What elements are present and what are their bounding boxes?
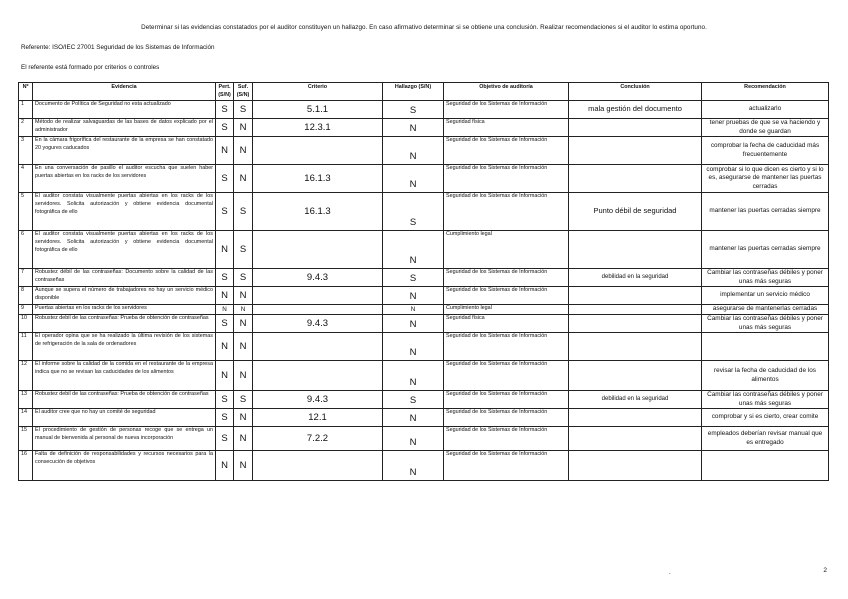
header-objetivo: Objetivo de auditoría	[444, 83, 569, 101]
conclusion-cell	[569, 119, 702, 137]
pertinence-cell: S	[216, 427, 234, 451]
sufficiency-cell: N	[234, 305, 253, 315]
pertinence-cell: S	[216, 119, 234, 137]
referente-line: Referente: ISO/IEC 27001 Seguridad de los Sistemas de Información	[21, 44, 215, 51]
recommendation-cell: Cambiar las contraseñas débiles y poner unas más seguras	[702, 269, 829, 287]
finding-cell: N	[383, 427, 444, 451]
pertinence-cell: N	[216, 361, 234, 391]
sufficiency-cell: N	[234, 287, 253, 305]
conclusion-cell	[569, 333, 702, 361]
pertinence-cell: N	[216, 287, 234, 305]
recommendation-cell: implementar un servicio médico	[702, 287, 829, 305]
table-row	[19, 409, 829, 427]
recommendation-cell: asegurarse de mantenerlas cerradas	[702, 305, 829, 315]
evidence-cell: El auditor cree que no hay un comité de seguridad	[33, 409, 216, 427]
recommendation-cell: actualizarlo	[702, 101, 829, 119]
finding-cell: N	[383, 165, 444, 193]
table-row	[19, 305, 829, 315]
sufficiency-cell: N	[234, 409, 253, 427]
criterion-cell	[253, 231, 383, 269]
row-number: 4	[19, 165, 33, 193]
row-number: 8	[19, 287, 33, 305]
objective-cell: Cumplimiento legal	[444, 305, 569, 315]
finding-cell: N	[383, 451, 444, 481]
pertinence-cell: N	[216, 137, 234, 165]
criterion-cell: 7.2.2	[253, 427, 383, 451]
sufficiency-cell: N	[234, 427, 253, 451]
evidence-cell: Documento de Política de Seguridad no esta actualizado	[33, 101, 216, 119]
pertinence-cell: S	[216, 165, 234, 193]
row-number: 5	[19, 193, 33, 231]
conclusion-cell	[569, 287, 702, 305]
row-number: 9	[19, 305, 33, 315]
criterion-cell	[253, 305, 383, 315]
recommendation-cell: tener pruebas de que se va haciendo y donde se guardan	[702, 119, 829, 137]
row-number: 11	[19, 333, 33, 361]
sufficiency-cell: S	[234, 231, 253, 269]
row-number: 13	[19, 391, 33, 409]
finding-cell: N	[383, 361, 444, 391]
evidence-cell: El operador opina que se ha realizado la última revisión de los sistemas de refrigeración de la sala de ordenadores	[33, 333, 216, 361]
table-row	[19, 193, 829, 231]
criterion-cell: 16.1.3	[253, 165, 383, 193]
objective-cell: Seguridad de los Sistemas de Información	[444, 165, 569, 193]
table-row	[19, 231, 829, 269]
sufficiency-cell: S	[234, 193, 253, 231]
table-row	[19, 137, 829, 165]
recommendation-cell: comprobar y si es cierto, crear comite	[702, 409, 829, 427]
pertinence-cell: S	[216, 193, 234, 231]
conclusion-cell	[569, 361, 702, 391]
evidence-cell: Robustez debil de las contraseñas: Prueba de obtención de contraseñas	[33, 391, 216, 409]
pertinence-cell: S	[216, 391, 234, 409]
objective-cell: Seguridad de los Sistemas de Información	[444, 391, 569, 409]
recommendation-cell: empleados deberían revisar manual que es entregado	[702, 427, 829, 451]
row-number: 14	[19, 409, 33, 427]
objective-cell: Seguridad de los Sistemas de Información	[444, 269, 569, 287]
conclusion-cell: debilidad en la seguridad	[569, 269, 702, 287]
pertinence-cell: S	[216, 269, 234, 287]
objective-cell: Seguridad física	[444, 315, 569, 333]
sufficiency-cell: N	[234, 451, 253, 481]
criterion-cell: 9.4.3	[253, 391, 383, 409]
pertinence-cell: S	[216, 315, 234, 333]
evidence-cell: El procedimiento de gestión de personas recoge que se entrega un manual de bienvenida al personal de nueva incorporación	[33, 427, 216, 451]
criterion-cell: 12.1	[253, 409, 383, 427]
criterion-cell: 9.4.3	[253, 269, 383, 287]
conclusion-cell: Punto débil de seguridad	[569, 193, 702, 231]
objective-cell: Seguridad de los Sistemas de Información	[444, 101, 569, 119]
objective-cell: Seguridad de los Sistemas de Información	[444, 451, 569, 481]
recommendation-cell	[702, 451, 829, 481]
finding-cell: N	[383, 409, 444, 427]
table-row	[19, 361, 829, 391]
conclusion-cell	[569, 427, 702, 451]
conclusion-cell: mala gestión del documento	[569, 101, 702, 119]
pertinence-cell: N	[216, 231, 234, 269]
pertinence-cell: S	[216, 101, 234, 119]
header-criterio: Criterio	[253, 83, 383, 101]
page-number: 2	[823, 567, 827, 574]
recommendation-cell	[702, 333, 829, 361]
conclusion-cell: debilidad en la seguridad	[569, 391, 702, 409]
criterion-cell	[253, 287, 383, 305]
header-conclusion: Conclusión	[569, 83, 702, 101]
pertinence-cell: N	[216, 333, 234, 361]
conclusion-cell	[569, 315, 702, 333]
conclusion-cell	[569, 409, 702, 427]
criterion-cell	[253, 137, 383, 165]
sufficiency-cell: N	[234, 119, 253, 137]
row-number: 6	[19, 231, 33, 269]
evidence-cell: Robustez debil de las contraseñas: Prueba de obtención de contraseñas	[33, 315, 216, 333]
criterion-cell	[253, 333, 383, 361]
conclusion-cell	[569, 305, 702, 315]
recommendation-cell: comprobar si lo que dicen es cierto y si lo es, asegurarse de mantener las puertas cerradas	[702, 165, 829, 193]
table-row	[19, 119, 829, 137]
row-number: 16	[19, 451, 33, 481]
header-recomendacion: Recomendación	[702, 83, 829, 101]
objective-cell: Seguridad de los Sistemas de Información	[444, 361, 569, 391]
finding-cell: N	[383, 305, 444, 315]
criterion-cell: 5.1.1	[253, 101, 383, 119]
finding-cell: N	[383, 231, 444, 269]
finding-cell: S	[383, 391, 444, 409]
row-number: 15	[19, 427, 33, 451]
evidence-cell: El informe sobre la calidad de la comida en el restaurante de la empresa indica que no se revisan las caducidades de los alimentos	[33, 361, 216, 391]
table-row	[19, 333, 829, 361]
criterion-cell	[253, 451, 383, 481]
sufficiency-cell: N	[234, 361, 253, 391]
table-row	[19, 269, 829, 287]
evidence-cell: El auditor constata visualmente puertas abiertas en los racks de los servidores. Solicita autorización y obtiene evidencia documental fotográfica de ello	[33, 193, 216, 231]
header-suf: Suf. (S/N)	[234, 83, 253, 101]
footer-mark: .	[669, 570, 671, 576]
finding-cell: N	[383, 315, 444, 333]
finding-cell: S	[383, 193, 444, 231]
pertinence-cell: N	[216, 451, 234, 481]
conclusion-cell	[569, 137, 702, 165]
finding-cell: S	[383, 269, 444, 287]
objective-cell: Seguridad de los Sistemas de Información	[444, 409, 569, 427]
table-row	[19, 427, 829, 451]
objective-cell: Seguridad de los Sistemas de Información	[444, 137, 569, 165]
row-number: 7	[19, 269, 33, 287]
row-number: 10	[19, 315, 33, 333]
header-num: Nº	[19, 83, 33, 101]
pertinence-cell: S	[216, 409, 234, 427]
evidence-cell: En la cámara frigorífica del restaurante de la empresa se han constatado 20 yogures caducados	[33, 137, 216, 165]
recommendation-cell: mantener las puertas cerradas siempre	[702, 231, 829, 269]
recommendation-cell: comprobar la fecha de caducidad más frecuentemente	[702, 137, 829, 165]
recommendation-cell: mantener las puertas cerradas siempre	[702, 193, 829, 231]
referente-description: El referente está formado por criterios o controles	[21, 64, 160, 71]
objective-cell: Seguridad física	[444, 119, 569, 137]
objective-cell: Seguridad de los Sistemas de Información	[444, 287, 569, 305]
sufficiency-cell: N	[234, 165, 253, 193]
conclusion-cell	[569, 165, 702, 193]
table-row	[19, 287, 829, 305]
sufficiency-cell: S	[234, 391, 253, 409]
sufficiency-cell: S	[234, 101, 253, 119]
criterion-cell: 12.3.1	[253, 119, 383, 137]
pertinence-cell: N	[216, 305, 234, 315]
finding-cell: N	[383, 137, 444, 165]
finding-cell: N	[383, 287, 444, 305]
row-number: 1	[19, 101, 33, 119]
instructions-text: Determinar si las evidencias constatados por el auditor constituyen un hallazgo. En caso afirmativo determinar si se obtiene una conclusión. Realizar recomendaciones si el auditor lo estima oportuno.	[141, 24, 707, 31]
header-evidencia: Evidencia	[33, 83, 216, 101]
evidence-cell: Robustez débil de las contraseñas: Documento sobre la calidad de las contraseñas	[33, 269, 216, 287]
sufficiency-cell: N	[234, 333, 253, 361]
objective-cell: Seguridad de los Sistemas de Información	[444, 427, 569, 451]
finding-cell: N	[383, 333, 444, 361]
table-row	[19, 451, 829, 481]
evidence-cell: Aunque se supera el número de trabajadores no hay un servicio médico disponible	[33, 287, 216, 305]
conclusion-cell	[569, 451, 702, 481]
sufficiency-cell: S	[234, 269, 253, 287]
recommendation-cell: Cambiar las contraseñas débiles y poner unas más seguras	[702, 391, 829, 409]
row-number: 2	[19, 119, 33, 137]
header-pert: Pert. (S/N)	[216, 83, 234, 101]
header-hallazgo: Hallazgo (S/N)	[383, 83, 444, 101]
finding-cell: N	[383, 119, 444, 137]
objective-cell: Cumplimiento legal	[444, 231, 569, 269]
evidence-cell: El auditor constata visualmente puertas abiertas en los racks de los servidores. Solicita autorización y obtiene evidencia documental fotográfica de ello	[33, 231, 216, 269]
row-number: 3	[19, 137, 33, 165]
table-row	[19, 315, 829, 333]
objective-cell: Seguridad de los Sistemas de Información	[444, 333, 569, 361]
recommendation-cell: Cambiar las contraseñas débiles y poner unas más seguras	[702, 315, 829, 333]
audit-evidence-table	[18, 82, 829, 481]
evidence-cell: Método de realizar salvaguardas de las bases de datos explicado por el administrador	[33, 119, 216, 137]
sufficiency-cell: N	[234, 315, 253, 333]
sufficiency-cell: N	[234, 137, 253, 165]
table-row	[19, 391, 829, 409]
evidence-cell: Puertas abiertas en los racks de los servidores	[33, 305, 216, 315]
evidence-cell: Falta de definición de responsabilidades y recursos necesarios para la consecución de objetivos	[33, 451, 216, 481]
table-header-row	[19, 83, 829, 101]
evidence-cell: En una conversación de pasillo el auditor escucha que suelen haber puertas abiertas en los racks de los servidores	[33, 165, 216, 193]
objective-cell: Seguridad de los Sistemas de Información	[444, 193, 569, 231]
table-row	[19, 101, 829, 119]
row-number: 12	[19, 361, 33, 391]
conclusion-cell	[569, 231, 702, 269]
criterion-cell	[253, 361, 383, 391]
criterion-cell: 9.4.3	[253, 315, 383, 333]
criterion-cell: 16.1.3	[253, 193, 383, 231]
table-row	[19, 165, 829, 193]
finding-cell: S	[383, 101, 444, 119]
recommendation-cell: revisar la fecha de caducidad de los alimentos	[702, 361, 829, 391]
